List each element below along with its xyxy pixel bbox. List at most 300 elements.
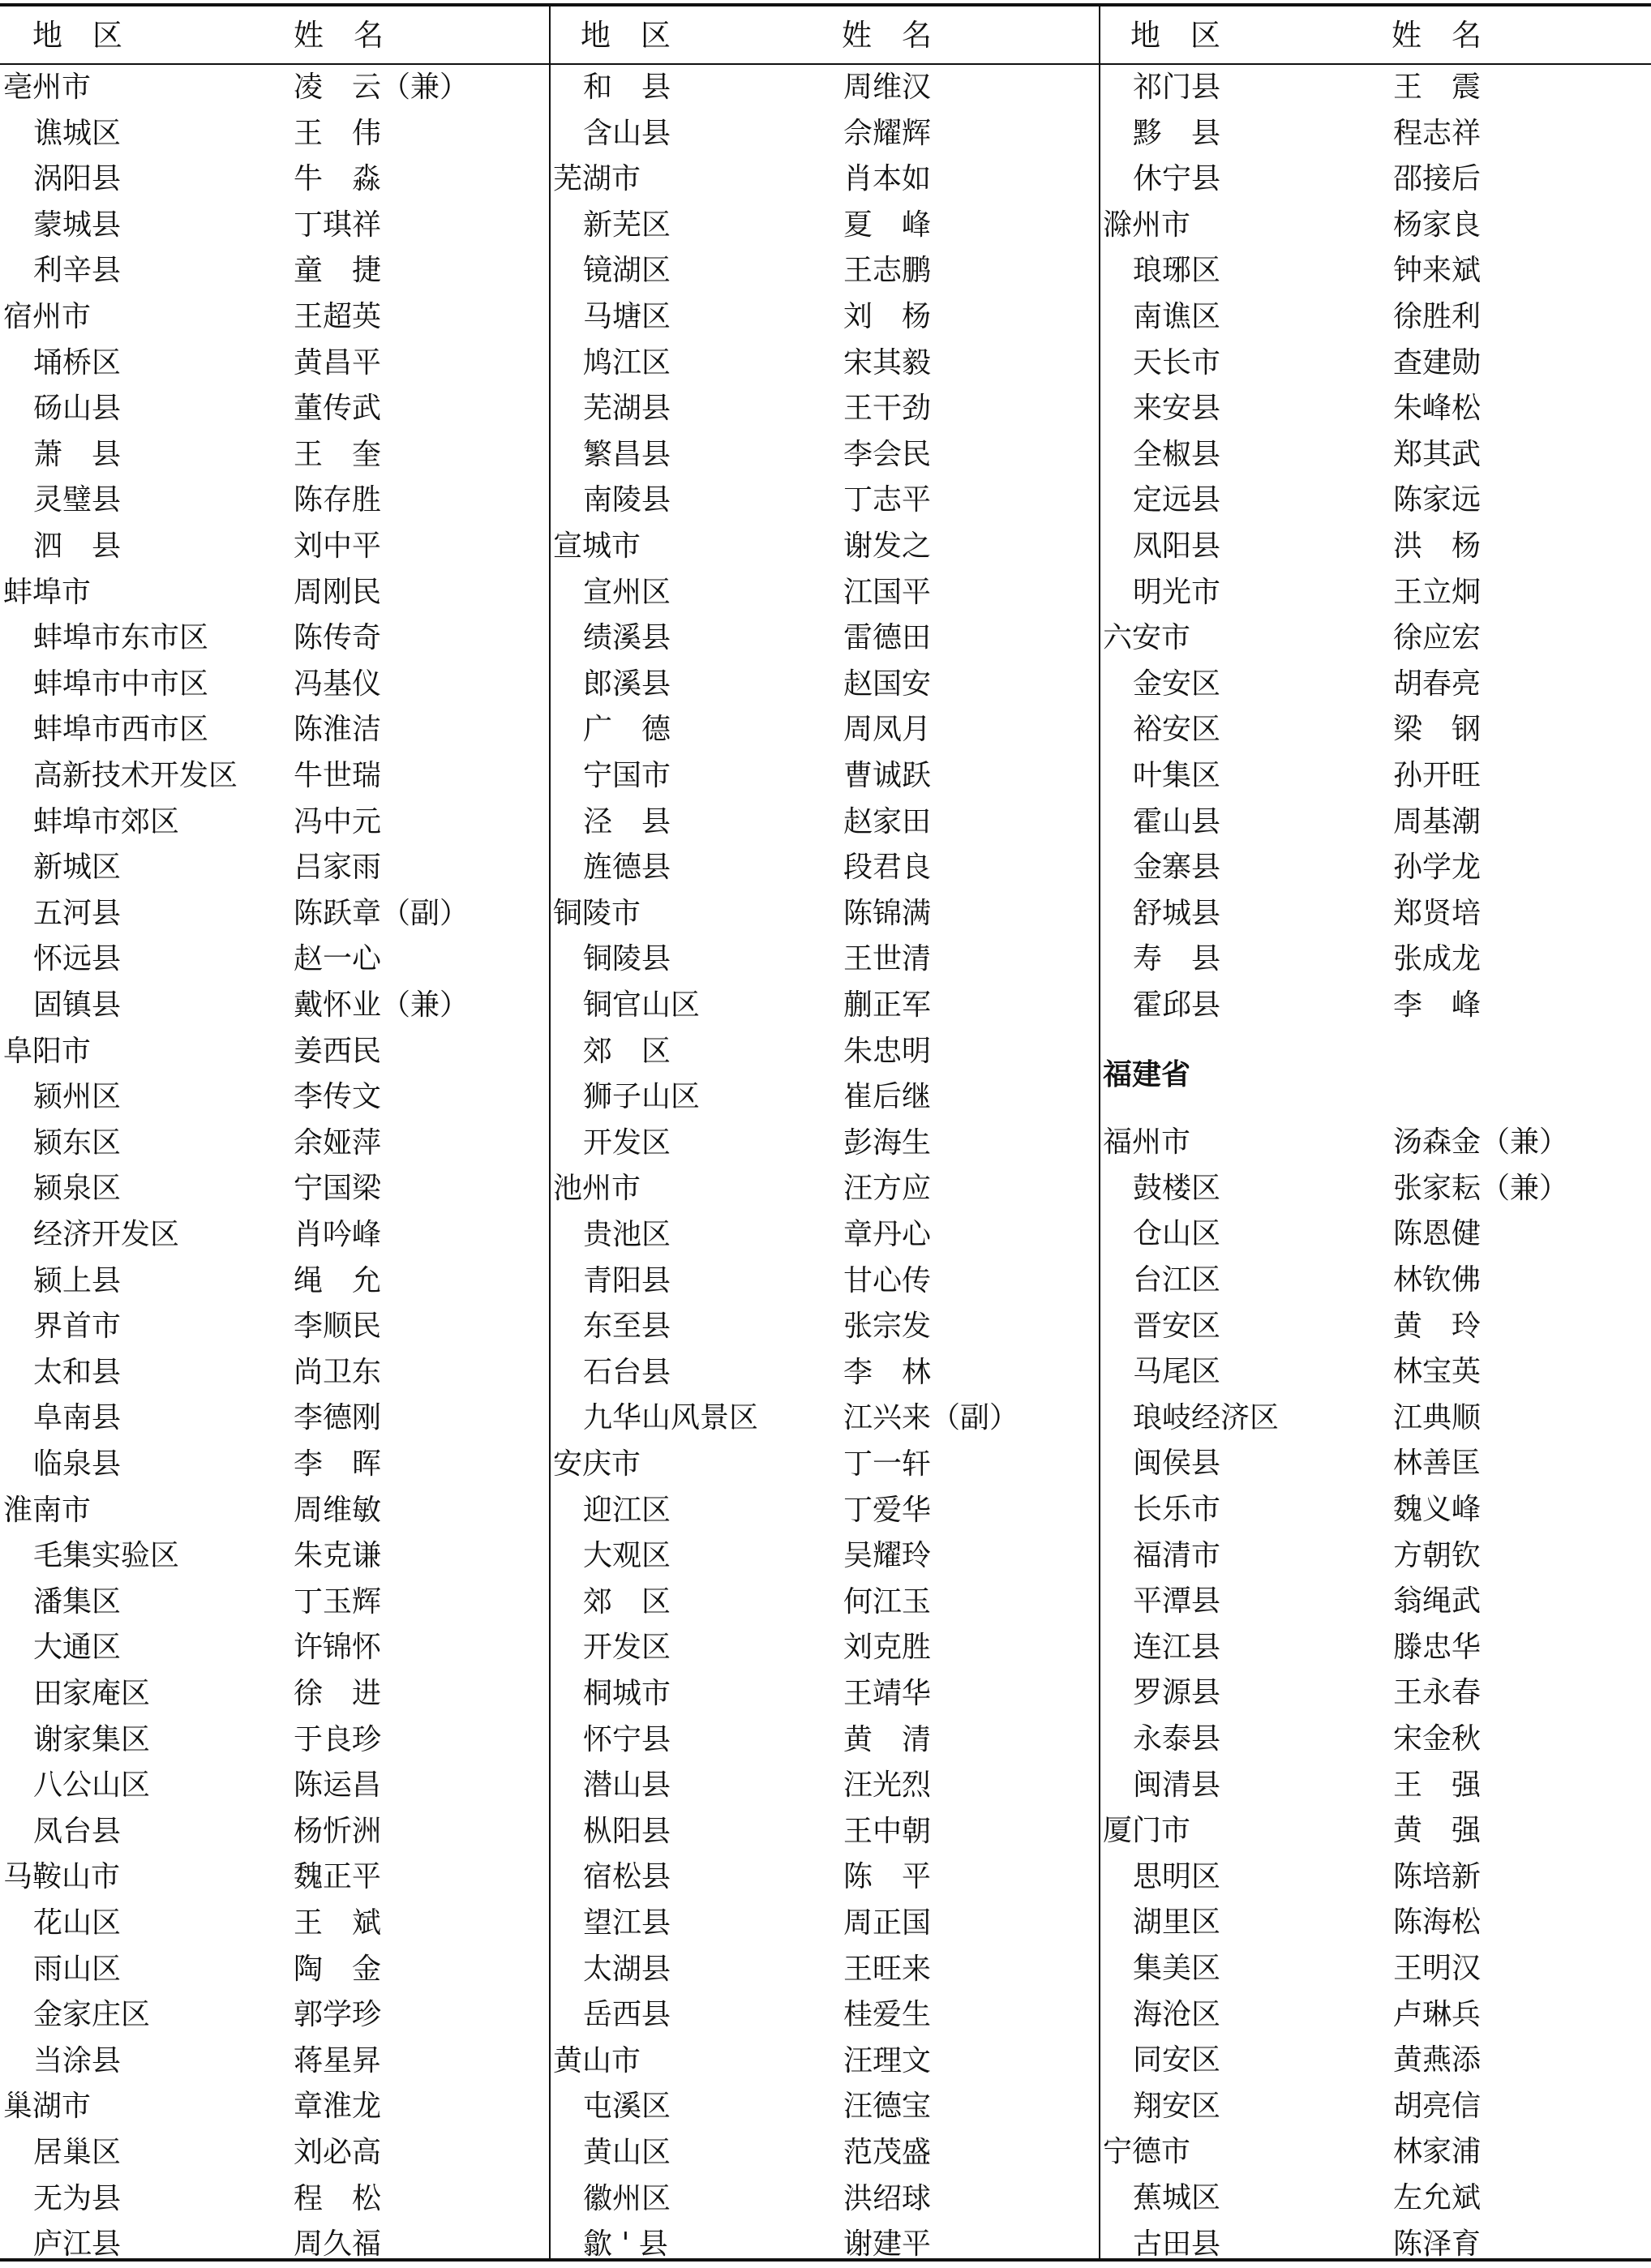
table-row	[1103, 983, 1646, 1029]
table-row	[3, 1212, 547, 1258]
region-cell: 泗 县	[33, 529, 122, 563]
name-cell: 蒋星昇	[294, 2043, 382, 2077]
region-cell: 池州市	[553, 1172, 641, 1206]
name-cell: 孙开旺	[1393, 759, 1482, 792]
name-cell: 谢发之	[843, 529, 932, 563]
region-cell: 晋安区	[1133, 1309, 1221, 1343]
name-cell: 左允斌	[1393, 2181, 1482, 2214]
name-cell: 翁绳武	[1393, 1584, 1482, 1618]
name-cell: 周凤月	[843, 713, 932, 747]
region-cell: 芜湖县	[583, 392, 671, 426]
region-cell: 贵池区	[583, 1218, 671, 1251]
table-row	[553, 1854, 1096, 1901]
region-cell: 仓山区	[1133, 1217, 1221, 1251]
province-heading	[1103, 1052, 1646, 1098]
name-cell: 梁 钢	[1393, 713, 1482, 747]
table-row	[553, 386, 1096, 432]
table-row	[1103, 1304, 1646, 1350]
region-cell: 铜陵市	[553, 896, 641, 930]
region-cell: 开发区	[583, 1125, 671, 1160]
name-cell: 洪 杨	[1393, 529, 1482, 563]
table-row	[1103, 1946, 1646, 1992]
region-cell: 天长市	[1133, 345, 1221, 379]
region-cell: 宁德市	[1103, 2135, 1191, 2169]
table-column-2	[553, 65, 1096, 2262]
name-cell: 绳 允	[294, 1263, 382, 1297]
region-cell: 南谯区	[1133, 300, 1221, 333]
region-cell: 大观区	[583, 1539, 671, 1573]
name-cell: 陈跃章（副）	[294, 896, 470, 930]
region-cell: 新城区	[33, 851, 122, 885]
name-cell: 于良珍	[294, 1722, 382, 1756]
name-cell: 董传武	[294, 392, 382, 426]
name-cell: 陈家远	[1393, 483, 1482, 517]
name-cell: 汪光烈	[843, 1769, 932, 1803]
table-row	[553, 2084, 1096, 2130]
region-cell: 黟 县	[1133, 116, 1221, 150]
region-cell: 开发区	[583, 1631, 671, 1665]
table-row	[1103, 891, 1646, 937]
region-cell: 颍东区	[33, 1125, 122, 1160]
name-cell: 胡亮信	[1393, 2089, 1482, 2123]
name-cell: 王志鹏	[843, 254, 932, 288]
table-row	[3, 1350, 547, 1396]
region-cell: 古田县	[1133, 2227, 1221, 2261]
table-row	[553, 478, 1096, 524]
region-cell: 南陵县	[583, 483, 671, 517]
table-row	[553, 203, 1096, 249]
region-cell: 琅琊区	[1133, 254, 1221, 288]
region-cell: 寿 县	[1133, 942, 1221, 976]
region-cell: 九华山风景区	[583, 1401, 759, 1435]
region-cell: 金寨县	[1133, 851, 1221, 885]
region-cell: 明光市	[1133, 575, 1221, 609]
table-row	[1103, 1166, 1646, 1212]
table-row	[1103, 1579, 1646, 1625]
table-row	[1103, 937, 1646, 983]
table-row	[553, 1992, 1096, 2039]
table-row	[3, 1533, 547, 1580]
name-cell: 王 斌	[294, 1906, 382, 1940]
region-cell: 铜官山区	[583, 988, 701, 1022]
region-cell: 谢家集区	[33, 1722, 151, 1756]
name-cell: 宋其毅	[843, 345, 932, 379]
name-cell: 陈海松	[1393, 1906, 1482, 1940]
table-row	[553, 570, 1096, 616]
table-row	[3, 65, 547, 111]
region-cell: 太湖县	[583, 1952, 671, 1986]
name-cell: 程志祥	[1393, 116, 1482, 150]
region-cell: 岳西县	[583, 1998, 671, 2032]
table-row	[1103, 1349, 1646, 1396]
region-cell: 繁昌县	[583, 437, 671, 471]
table-row	[1103, 65, 1646, 111]
table-row	[1103, 386, 1646, 432]
name-cell: 王 震	[1393, 71, 1482, 104]
table-row	[553, 432, 1096, 478]
table-row	[553, 2130, 1096, 2176]
name-cell: 丁玉辉	[294, 1584, 382, 1618]
name-cell: 赵一心	[294, 942, 382, 976]
region-cell: 无为县	[33, 2181, 122, 2215]
region-cell: 太和县	[33, 1355, 122, 1389]
region-cell: 凤阳县	[1133, 529, 1221, 563]
table-row	[553, 341, 1096, 387]
region-cell: 歙 ' 县	[583, 2227, 668, 2262]
name-cell: 甘心传	[843, 1263, 932, 1297]
name-cell: 彭海生	[843, 1125, 932, 1160]
region-cell: 萧 县	[33, 437, 122, 471]
name-cell: 钟来斌	[1393, 254, 1482, 288]
name-cell: 汤森金（兼）	[1393, 1125, 1569, 1160]
name-cell: 王干劲	[843, 392, 932, 426]
name-cell: 李顺民	[294, 1310, 382, 1344]
name-cell: 刘克胜	[843, 1631, 932, 1665]
region-cell: 海沧区	[1133, 1997, 1221, 2031]
region-cell: 福州市	[1103, 1125, 1191, 1160]
table-row	[553, 1212, 1096, 1258]
name-cell: 黄 清	[843, 1722, 932, 1756]
region-cell: 花山区	[33, 1906, 122, 1940]
region-cell: 屯溪区	[583, 2090, 671, 2124]
table-row	[1103, 432, 1646, 478]
region-cell: 闽侯县	[1133, 1447, 1221, 1481]
region-cell: 镜湖区	[583, 254, 671, 288]
table-row	[3, 2176, 547, 2223]
name-cell: 崔后继	[843, 1080, 932, 1114]
region-cell: 八公山区	[33, 1769, 151, 1803]
name-cell: 汪理文	[843, 2043, 932, 2077]
table-row	[553, 1947, 1096, 1993]
region-cell: 东至县	[583, 1310, 671, 1344]
table-row	[553, 1809, 1096, 1855]
name-cell: 滕忠华	[1393, 1630, 1482, 1664]
name-cell: 程 松	[294, 2181, 382, 2215]
region-cell: 旌德县	[583, 851, 671, 885]
table-column-1	[3, 65, 547, 2262]
name-cell: 范茂盛	[843, 2136, 932, 2169]
region-cell: 枞阳县	[583, 1814, 671, 1848]
name-cell: 桂爱生	[843, 1998, 932, 2032]
name-cell: 徐胜利	[1393, 300, 1482, 333]
region-cell: 宿州市	[3, 300, 92, 333]
table-row	[3, 2039, 547, 2085]
region-cell: 毛集实验区	[33, 1539, 180, 1573]
region-cell: 绩溪县	[583, 621, 671, 655]
region-cell: 临泉县	[33, 1447, 122, 1481]
table-row	[553, 615, 1096, 662]
table-row	[553, 2176, 1096, 2223]
name-cell: 姜西民	[294, 1034, 382, 1068]
table-row	[1103, 478, 1646, 524]
name-cell: 牛世瑞	[294, 759, 382, 792]
name-cell: 周基潮	[1393, 804, 1482, 838]
region-cell: 潜山县	[583, 1769, 671, 1803]
region-cell: 狮子山区	[583, 1080, 701, 1114]
region-cell: 五河县	[33, 896, 122, 930]
name-cell: 李 林	[843, 1355, 932, 1389]
region-cell: 经济开发区	[33, 1218, 180, 1251]
region-cell: 居巢区	[33, 2136, 122, 2169]
region-cell: 宣城市	[553, 529, 641, 563]
region-cell: 怀远县	[33, 942, 122, 976]
region-cell: 霍邱县	[1133, 988, 1221, 1022]
name-cell: 朱峰松	[1393, 392, 1482, 426]
name-cell: 黄燕添	[1393, 2043, 1482, 2077]
name-cell: 许锦怀	[294, 1631, 382, 1665]
region-cell: 宿松县	[583, 1860, 671, 1894]
table-column-3	[1103, 65, 1646, 2261]
name-cell: 方朝钦	[1393, 1538, 1482, 1572]
table-row	[1103, 111, 1646, 157]
region-cell: 福建省	[1103, 1057, 1191, 1091]
name-cell: 尚卫东	[294, 1355, 382, 1389]
name-cell: 张家耘（兼）	[1393, 1171, 1569, 1205]
table-row	[553, 845, 1096, 891]
name-cell: 邵接后	[1393, 162, 1482, 196]
name-cell: 黄 强	[1393, 1814, 1482, 1848]
region-cell: 祁门县	[1133, 71, 1221, 104]
region-cell: 宁国市	[583, 759, 671, 792]
table-row	[1103, 1763, 1646, 1809]
name-cell: 佘耀辉	[843, 116, 932, 150]
name-cell: 肖吟峰	[294, 1218, 382, 1251]
table-row	[1103, 2038, 1646, 2084]
table-row	[3, 2084, 547, 2130]
table-row	[3, 1258, 547, 1305]
table-row	[553, 937, 1096, 983]
name-cell: 王明汉	[1393, 1952, 1482, 1985]
table-row	[3, 1671, 547, 1717]
region-cell: 宣州区	[583, 575, 671, 609]
name-cell: 陈 平	[843, 1860, 932, 1894]
name-cell: 余娅萍	[294, 1125, 382, 1160]
table-row	[1103, 1670, 1646, 1717]
name-cell: 曹诚跃	[843, 759, 932, 792]
region-cell: 来安县	[1133, 392, 1221, 426]
name-cell: 冯中元	[294, 804, 382, 838]
name-cell: 戴怀业（兼）	[294, 988, 470, 1022]
region-cell: 砀山县	[33, 392, 122, 426]
table-row	[3, 615, 547, 662]
table-row	[1103, 1717, 1646, 1763]
name-cell: 王中朝	[843, 1814, 932, 1848]
region-cell: 石台县	[583, 1355, 671, 1389]
name-cell: 李传文	[294, 1080, 382, 1114]
table-row	[3, 753, 547, 800]
table-row	[3, 937, 547, 983]
table-row	[553, 1533, 1096, 1580]
region-cell: 蚌埠市郊区	[33, 804, 180, 838]
region-cell: 休宁县	[1133, 162, 1221, 196]
table-row	[3, 1625, 547, 1671]
name-cell: 章丹心	[843, 1218, 932, 1251]
region-cell: 思明区	[1133, 1859, 1221, 1893]
name-cell: 江兴来（副）	[843, 1401, 1019, 1435]
table-row	[1103, 294, 1646, 341]
column-divider-1	[549, 5, 551, 2260]
table-row	[3, 1074, 547, 1121]
table-row	[1103, 156, 1646, 203]
table-row	[3, 1488, 547, 1534]
region-cell: 铜陵县	[583, 942, 671, 976]
name-cell: 陈培新	[1393, 1859, 1482, 1893]
name-cell: 林善匡	[1393, 1447, 1482, 1481]
region-cell: 高新技术开发区	[33, 759, 238, 792]
table-row	[3, 1396, 547, 1442]
region-cell: 集美区	[1133, 1952, 1221, 1985]
name-cell: 张成龙	[1393, 942, 1482, 976]
table-row	[553, 1396, 1096, 1442]
name-cell: 魏义峰	[1393, 1493, 1482, 1526]
table-row	[553, 1258, 1096, 1305]
table-row	[3, 707, 547, 753]
name-cell: 陈泽育	[1393, 2227, 1482, 2261]
name-cell: 查建勋	[1393, 345, 1482, 379]
name-cell: 陈存胜	[294, 483, 382, 517]
name-cell: 夏 峰	[843, 208, 932, 242]
region-cell: 青阳县	[583, 1263, 671, 1297]
name-cell: 王立炯	[1393, 575, 1482, 609]
table-row	[3, 983, 547, 1029]
table-row	[3, 1854, 547, 1901]
name-cell: 王靖华	[843, 1677, 932, 1710]
region-cell: 利辛县	[33, 254, 122, 288]
table-row	[3, 341, 547, 387]
region-cell: 芜湖市	[553, 162, 641, 196]
name-cell: 吴耀玲	[843, 1539, 932, 1573]
region-cell: 平潭县	[1133, 1584, 1221, 1618]
region-cell: 和 县	[583, 71, 671, 104]
table-row	[553, 1763, 1096, 1809]
region-cell: 大通区	[33, 1631, 122, 1665]
region-cell: 罗源县	[1133, 1676, 1221, 1710]
region-cell: 闽清县	[1133, 1768, 1221, 1802]
region-cell: 固镇县	[33, 988, 122, 1022]
column-divider-2	[1099, 5, 1100, 2260]
name-cell: 王 强	[1393, 1768, 1482, 1802]
name-cell: 李德刚	[294, 1401, 382, 1435]
name-cell: 李会民	[843, 437, 932, 471]
region-cell: 鸠江区	[583, 345, 671, 379]
name-cell: 郑其武	[1393, 437, 1482, 471]
table-row	[3, 570, 547, 616]
region-cell: 翔安区	[1133, 2089, 1221, 2123]
name-cell: 童 捷	[294, 254, 382, 288]
table-row	[3, 524, 547, 570]
region-cell: 蕉城区	[1133, 2181, 1221, 2214]
name-cell: 江国平	[843, 575, 932, 609]
name-cell: 汪方应	[843, 1172, 932, 1206]
region-cell: 安庆市	[553, 1447, 641, 1481]
name-cell: 刘中平	[294, 529, 382, 563]
name-cell: 宁国梁	[294, 1172, 382, 1206]
header-region-1: 地 区	[32, 18, 122, 53]
name-cell: 徐应宏	[1393, 621, 1482, 655]
table-row	[3, 1304, 547, 1350]
region-cell: 雨山区	[33, 1952, 122, 1986]
name-cell: 李 晖	[294, 1447, 382, 1481]
name-cell: 周维汉	[843, 71, 932, 104]
name-cell: 郑贤培	[1393, 896, 1482, 930]
region-cell: 台江区	[1133, 1263, 1221, 1297]
name-cell: 凌 云（兼）	[294, 71, 470, 104]
table-row	[1103, 1992, 1646, 2039]
table-row	[1103, 2129, 1646, 2176]
table-row	[1103, 1211, 1646, 1258]
region-cell: 灵璧县	[33, 483, 122, 517]
header-region-2: 地 区	[581, 18, 671, 53]
table-row	[3, 1717, 547, 1764]
region-cell: 广 德	[583, 713, 671, 747]
table-row	[3, 1809, 547, 1855]
table-row	[3, 386, 547, 432]
name-cell: 丁志平	[843, 483, 932, 517]
table-row	[1103, 800, 1646, 846]
name-cell: 林家浦	[1393, 2135, 1482, 2169]
region-cell: 徽州区	[583, 2181, 671, 2215]
table-row	[553, 800, 1096, 846]
table-row	[1103, 1396, 1646, 1442]
name-cell: 王世清	[843, 942, 932, 976]
table-row	[1103, 2176, 1646, 2222]
table-row	[1103, 2084, 1646, 2130]
table-row	[553, 1625, 1096, 1671]
table-row	[3, 1992, 547, 2039]
region-cell: 叶集区	[1133, 759, 1221, 792]
region-cell: 定远县	[1133, 483, 1221, 517]
table-row	[553, 1488, 1096, 1534]
region-cell: 琅岐经济区	[1133, 1400, 1280, 1434]
name-cell: 章淮龙	[294, 2090, 382, 2124]
name-cell: 李 峰	[1393, 988, 1482, 1022]
header-name-1: 姓 名	[294, 18, 384, 53]
table-row	[3, 478, 547, 524]
region-cell: 桐城市	[583, 1677, 671, 1710]
name-cell: 江典顺	[1393, 1400, 1482, 1434]
table-row	[553, 1074, 1096, 1121]
name-cell: 林钦佛	[1393, 1263, 1482, 1297]
region-cell: 淮南市	[3, 1493, 92, 1527]
table-row	[553, 156, 1096, 203]
table-row	[3, 432, 547, 478]
name-cell: 胡春亮	[1393, 667, 1482, 701]
name-cell: 雷德田	[843, 621, 932, 655]
name-cell: 朱忠明	[843, 1034, 932, 1068]
region-cell: 裕安区	[1133, 713, 1221, 747]
table-row	[3, 1901, 547, 1947]
table-row	[553, 1304, 1096, 1350]
table-row	[1103, 524, 1646, 570]
region-cell: 黄山市	[553, 2043, 641, 2077]
region-cell: 田家庵区	[33, 1677, 151, 1710]
region-cell: 泾 县	[583, 804, 671, 838]
table-row	[1103, 341, 1646, 387]
table-row	[553, 1121, 1096, 1167]
region-cell: 金家庄区	[33, 1998, 151, 2032]
table-row	[1103, 1120, 1646, 1166]
name-cell: 陈恩健	[1393, 1217, 1482, 1251]
region-cell: 阜阳市	[3, 1034, 92, 1068]
name-cell: 陶 金	[294, 1952, 382, 1986]
name-cell: 陈传奇	[294, 621, 382, 655]
region-cell: 颍泉区	[33, 1172, 122, 1206]
region-cell: 厦门市	[1103, 1814, 1191, 1848]
table-row	[1103, 845, 1646, 891]
region-cell: 含山县	[583, 116, 671, 150]
region-cell: 庐江县	[33, 2227, 122, 2262]
name-cell: 王超英	[294, 300, 382, 333]
